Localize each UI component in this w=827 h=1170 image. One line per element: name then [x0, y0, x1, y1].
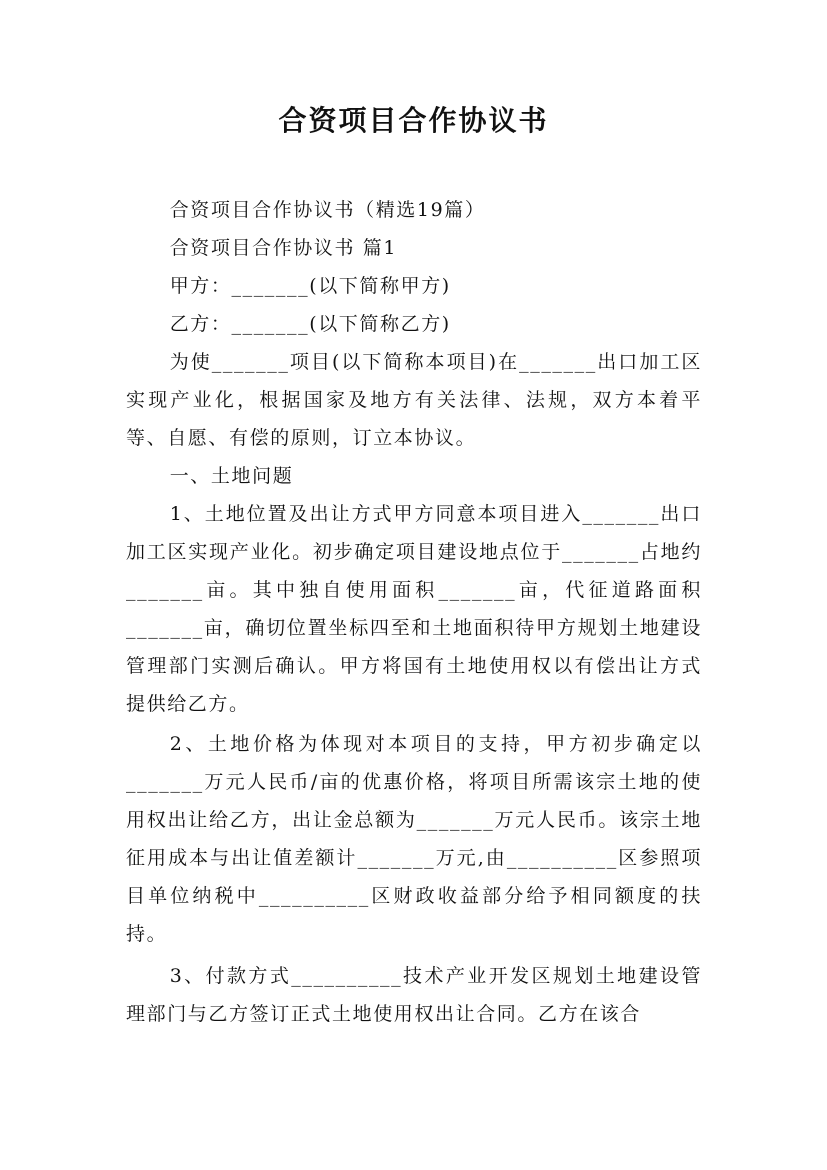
- paragraph-subtitle: 合资项目合作协议书（精选19篇）: [169, 199, 486, 221]
- paragraph-section-heading: 合资项目合作协议书 篇1: [169, 237, 398, 259]
- paragraph-payment-method: 3、付款方式__________技术产业开发区规划土地建设管理部门与乙方签订正式土地使用权出让合同。乙方在该合: [126, 965, 702, 1025]
- paragraph-land-price: 2、土地价格为体现对本项目的支持，甲方初步确定以_______万元人民币/亩的优惠价格，将项目所需该宗土地的使用权出让给乙方，出让金总额为_______万元人民币。该宗土地征用成本与出让值差额计_______万元,由__________区参照项目单位纳税中__________区财政收益部分给予相同额度的扶持。: [126, 733, 702, 945]
- document-title: 合资项目合作协议书: [278, 104, 549, 137]
- paragraph-purpose: 为使_______项目(以下简称本项目)在_______出口加工区实现产业化，根据国家及地方有关法律、法规，双方本着平等、自愿、有偿的原则，订立本协议。: [126, 351, 702, 449]
- paragraph-land-heading: 一、土地问题: [169, 465, 294, 487]
- document-body: [126, 191, 702, 1033]
- paragraph-party-b: 乙方：_______(以下简称乙方): [169, 313, 451, 335]
- paragraph-land-location: 1、土地位置及出让方式甲方同意本项目进入_______出口加工区实现产业化。初步确定项目建设地点位于_______占地约_______亩。其中独自使用面积_______亩，代征道路面积_______亩，确切位置坐标四至和土地面积待甲方规划土地建设管理部门实测后确认。甲方将国有土地使用权以有偿出让方式提供给乙方。: [126, 503, 702, 715]
- paragraph-party-a: 甲方：_______(以下简称甲方): [169, 275, 451, 297]
